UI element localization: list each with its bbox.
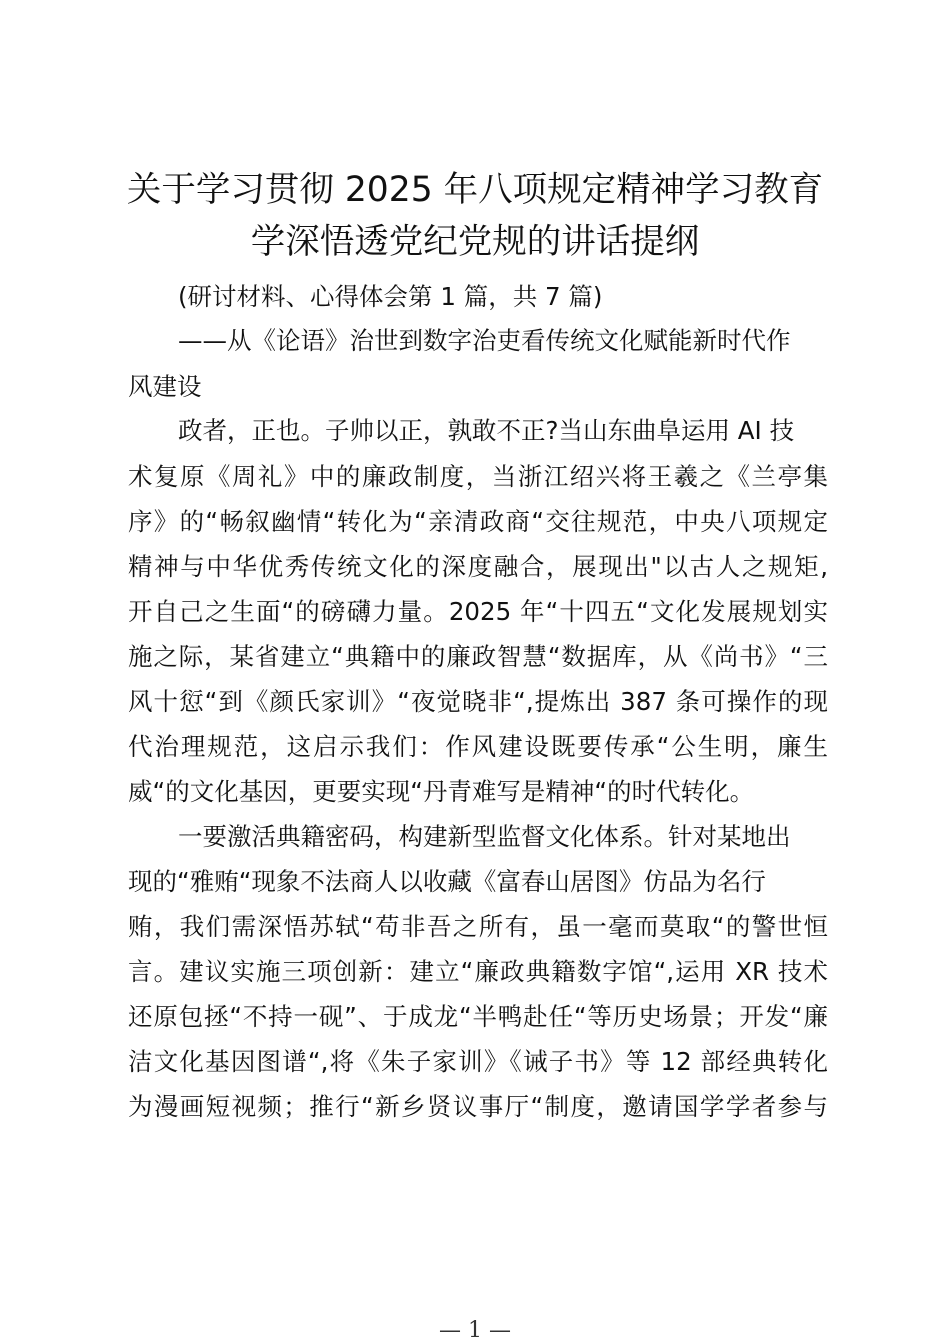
paragraph-1-line-3: 序》的“畅叙幽情“转化为“亲清政商“交往规范，中央八项规定 bbox=[128, 507, 828, 536]
title-line-1: 关于学习贯彻 2025 年八项规定精神学习教育 bbox=[126, 170, 824, 210]
page-number: — 1 — bbox=[439, 1318, 511, 1343]
subtitle-note: (研讨材料、心得体会第 1 篇，共 7 篇) bbox=[178, 282, 603, 311]
paragraph-2-line-6: 洁文化基因图谱“,将《朱子家训》《诫子书》等 12 部经典转化 bbox=[128, 1047, 828, 1076]
paragraph-2-line-3: 贿，我们需深悟苏轼“苟非吾之所有，虽一毫而莫取“的警世恒 bbox=[128, 912, 828, 941]
paragraph-1-line-1: 政者，正也。子帅以正，孰敢不正?当山东曲阜运用 AI 技 bbox=[178, 416, 795, 445]
theme-line-2: 风建设 bbox=[128, 372, 202, 401]
theme-line-1: ——从《论语》治世到数字治吏看传统文化赋能新时代作 bbox=[178, 326, 791, 355]
paragraph-2-line-4: 言。建议实施三项创新：建立“廉政典籍数字馆“,运用 XR 技术 bbox=[128, 957, 828, 986]
paragraph-1-line-4: 精神与中华优秀传统文化的深度融合，展现出"以古人之规矩, bbox=[128, 552, 828, 581]
paragraph-2-line-2: 现的“雅贿“现象不法商人以收藏《富春山居图》仿品为名行 bbox=[128, 867, 766, 896]
title-line-2: 学深悟透党纪党规的讲话提纲 bbox=[250, 222, 700, 262]
paragraph-1-line-7: 风十愆“到《颜氏家训》“夜觉晓非“,提炼出 387 条可操作的现 bbox=[128, 687, 828, 716]
paragraph-1-line-8: 代治理规范，这启示我们：作风建设既要传承“公生明，廉生 bbox=[128, 732, 828, 761]
paragraph-2-line-1: 一要激活典籍密码，构建新型监督文化体系。针对某地出 bbox=[178, 822, 791, 851]
paragraph-1-line-9: 威“的文化基因，更要实现“丹青难写是精神“的时代转化。 bbox=[128, 777, 755, 806]
paragraph-1-line-5: 开自己之生面“的磅礴力量。2025 年“十四五“文化发展规划实 bbox=[128, 597, 828, 626]
paragraph-1-line-6: 施之际，某省建立“典籍中的廉政智慧“数据库，从《尚书》“三 bbox=[128, 642, 828, 671]
paragraph-2-line-5: 还原包拯“不持一砚”、于成龙“半鸭赴任“等历史场景；开发“廉 bbox=[128, 1002, 828, 1031]
paragraph-1-line-2: 术复原《周礼》中的廉政制度，当浙江绍兴将王羲之《兰亭集 bbox=[128, 462, 828, 491]
paragraph-2-line-7: 为漫画短视频；推行“新乡贤议事厅“制度，邀请国学学者参与 bbox=[128, 1092, 828, 1121]
